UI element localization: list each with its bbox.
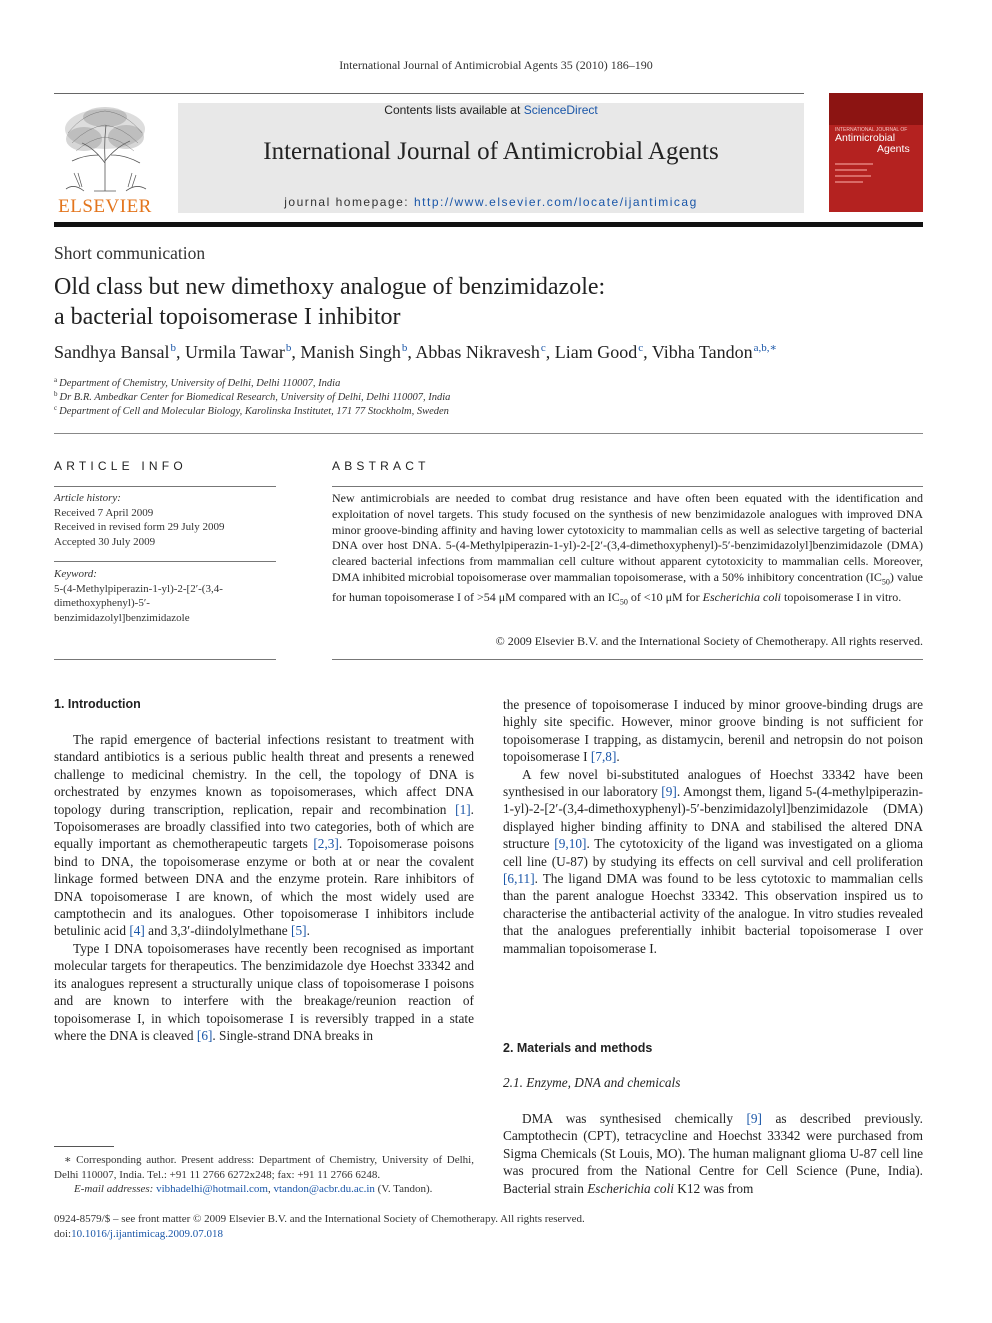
author-name[interactable]: Sandhya Bansal <box>54 342 170 362</box>
citation-link[interactable]: [1] <box>455 801 471 817</box>
body-text: . Amongst them, ligand 5-(4-methylpiperazin-1-yl)-2-[2′-(3,4-dimethoxyphenyl)-5′-benzimidazolyl]benzimidazole (DMA) displayed higher binding affinity to DNA and stabilised the altered DNA structure <box>503 784 923 852</box>
body-text: the presence of topoisomerase I induced by minor groove-binding drugs are highly site specific. However, minor groove binding is not sufficient for topoisomerase I trapping, as distamycin, berenil and netropsin do not poison topoisomerase I <box>503 697 923 765</box>
footnote-emails <box>54 1182 474 1197</box>
footnote-text: Corresponding author. Present address: Department of Chemistry, University of Delhi, Delhi 110007, India. Tel.: +91 11 2766 6272x248; fax: +91 11 2766 6248. <box>54 1154 474 1181</box>
journal-cover-thumbnail[interactable] <box>829 93 923 212</box>
cover-title-line2: Agents <box>877 143 910 155</box>
abstract-text: ) value for human topoisomerase I of >54 μM compared with an IC <box>332 569 923 605</box>
email-label: E-mail addresses: <box>74 1183 157 1195</box>
keyword-line: benzimidazolyl]benzimidazole <box>54 611 190 624</box>
affiliation-mark: a <box>54 376 58 384</box>
organism-name: Escherichia coli <box>587 1180 674 1196</box>
article-title-line2: a bacterial topoisomerase I inhibitor <box>54 304 401 330</box>
divider <box>332 659 923 660</box>
article-history <box>54 491 276 549</box>
contents-prefix: Contents lists available at <box>384 103 524 117</box>
doi-line <box>54 1227 924 1242</box>
paragraph <box>503 696 923 766</box>
body-text: and 3,3′-diindolylmethane <box>144 923 292 939</box>
cover-title-line1: Antimicrobial <box>835 132 896 144</box>
body-text: . Single-strand DNA breaks in <box>212 1027 374 1043</box>
keyword-line: dimethoxyphenyl)-5′- <box>54 597 150 609</box>
email-link[interactable]: vtandon@acbr.du.ac.in <box>273 1183 375 1195</box>
paragraph <box>54 731 474 940</box>
article-title <box>54 272 914 332</box>
top-rule <box>54 93 804 94</box>
keywords <box>54 567 276 625</box>
author-name[interactable]: Manish Singh <box>300 342 401 362</box>
affiliation <box>54 376 340 389</box>
author-separator: , <box>643 342 652 362</box>
abstract-heading: ABSTRACT <box>332 459 430 473</box>
contents-line <box>178 103 804 117</box>
author-affil-mark[interactable]: c <box>638 342 644 354</box>
author-name[interactable]: Abbas Nikravesh <box>415 342 540 362</box>
homepage-label: journal homepage: <box>284 195 414 209</box>
author-separator: , <box>545 342 555 362</box>
sciencedirect-link[interactable]: ScienceDirect <box>523 103 598 117</box>
methods-subheading: 2.1. Enzyme, DNA and chemicals <box>503 1075 681 1090</box>
author-separator: , <box>291 342 301 362</box>
tree-icon <box>54 103 156 193</box>
affiliation <box>54 404 449 417</box>
footnote-rule <box>54 1146 114 1147</box>
body-text: The rapid emergence of bacterial infections resistant to treatment with standard antibiotics is a serious public health threat and presents a renewed challenge to medicinal chemistry. In the cell, the topology of DNA is orchestrated by enzymes known as topoisomerases, which affect DNA topology during transcription, replication, repair and recombination <box>54 732 474 817</box>
footnote-line <box>54 1153 474 1182</box>
cover-line <box>835 169 867 171</box>
header-thick-rule <box>54 222 923 227</box>
right-column-methods <box>503 1110 923 1197</box>
citation-link[interactable]: [5] <box>291 923 307 939</box>
affiliation-text: Dr B.R. Ambedkar Center for Biomedical Research, University of Delhi, Delhi 110007, India <box>59 392 451 403</box>
elsevier-wordmark: ELSEVIER <box>58 196 152 217</box>
author-name[interactable]: Liam Good <box>554 342 638 362</box>
divider <box>332 486 923 487</box>
author-affil-mark[interactable]: b <box>285 342 292 354</box>
keyword-label: Keyword: <box>54 568 97 580</box>
accepted-date: Accepted 30 July 2009 <box>54 535 156 548</box>
subscript: 50 <box>619 597 628 607</box>
author-name[interactable]: Urmila Tawar <box>184 342 285 362</box>
subscript: 50 <box>881 577 890 587</box>
affiliation-mark: b <box>54 390 58 398</box>
body-text: . <box>616 749 620 765</box>
abstract-text: New antimicrobials are needed to combat drug resistance and have often been equated with the identification and exploitation of novel targets. This study focused on the synthesis of new benzimidazole analogues with improved DNA minor groove-binding affinity and having lower cytotoxicity to mammalian cells as well as selective targeting of bacterial DNA over host DNA. 5-(4-Methylpiperazin-1-yl)-2-[2′-(3,4-dimethoxyphenyl)-5′-benzimidazolyl]benzimidazole (DMA) cleared bacterial infections from mammalian cell culture without apparent cytotoxicity to mammalian cells. Moreover, DMA inhibited microbial topoisomerase over mammalian topoisomerase, with a 50% inhibitory concentration (IC <box>332 491 923 584</box>
author-separator: , <box>407 342 416 362</box>
journal-title: International Journal of Antimicrobial Agents <box>263 138 719 165</box>
journal-reference: International Journal of Antimicrobial Agents 35 (2010) 186–190 <box>339 58 653 72</box>
divider <box>54 433 923 434</box>
abstract-text: of <10 μM for <box>627 590 703 605</box>
keyword-line: 5-(4-Methylpiperazin-1-yl)-2-[2′-(3,4- <box>54 582 223 595</box>
body-text: . The cytotoxicity of the ligand was investigated on a glioma cell line (U-87) by studying its effects on cell survival and cell proliferation <box>503 836 923 869</box>
cover-line <box>835 163 873 165</box>
email-separator: , <box>267 1183 274 1195</box>
citation-link[interactable]: [6,11] <box>503 871 535 887</box>
cover-line <box>835 175 871 177</box>
citation-link[interactable]: [7,8] <box>590 749 617 765</box>
citation-link[interactable]: [9,10] <box>554 836 587 852</box>
affiliation-mark: c <box>54 404 58 412</box>
page-footer <box>54 1212 924 1242</box>
author-list <box>54 341 924 363</box>
cover-subtitle: INTERNATIONAL JOURNAL OF <box>835 127 908 133</box>
body-text: . The ligand DMA was found to be less cytotoxic to mammalian cells than the parent analogue Hoechst 33342. This observation inspired us to characterise the antibacterial activity of the analogue. In vitro studies revealed that the analogues preferentially inhibit bacterial topoisomerase I over mammalian topoisomerase I. <box>503 871 923 956</box>
history-label: Article history: <box>54 492 121 504</box>
body-text: Type I DNA topoisomerases have recently been recognised as important molecular targets for therapeutics. The benzimidazole dye Hoechst 33342 and its analogues represent a structurally unique class of topoisomerase I poisons and are known to interfere with the breakage/reunion reaction of topoisomerase I, in which topoisomerase I is reversibly trapped in a state where the DNA is cleaved <box>54 940 474 1043</box>
author-affil-mark[interactable]: c <box>540 342 546 354</box>
introduction-heading: 1. Introduction <box>54 697 141 711</box>
paragraph <box>503 766 923 957</box>
citation-link[interactable]: [2,3] <box>313 836 339 852</box>
affiliation-text: Department of Cell and Molecular Biology, Karolinska Institutet, 171 77 Stockholm, Sweden <box>59 406 449 417</box>
doi-label: doi: <box>54 1228 72 1240</box>
abstract-body <box>332 491 923 610</box>
cover-image <box>829 93 923 125</box>
received-date: Received 7 April 2009 <box>54 506 154 519</box>
citation-link[interactable]: [6] <box>196 1027 213 1043</box>
citation-link[interactable]: [9] <box>746 1111 762 1126</box>
body-text: . <box>306 923 310 939</box>
homepage-line <box>178 195 804 209</box>
affiliation <box>54 390 450 403</box>
author-name[interactable]: Vibha Tandon <box>651 342 753 362</box>
citation-link[interactable]: [9] <box>661 784 677 800</box>
author-affil-mark[interactable]: b <box>170 342 176 354</box>
citation-link[interactable]: [4] <box>129 923 145 939</box>
author-affil-mark[interactable]: b <box>401 342 408 354</box>
paragraph <box>503 1110 923 1197</box>
divider <box>54 561 276 562</box>
email-link[interactable]: vibhadelhi@hotmail.com <box>156 1183 268 1195</box>
article-type: Short communication <box>54 243 206 263</box>
divider <box>54 486 276 487</box>
author-separator: , <box>175 342 185 362</box>
footnote-mark: ∗ <box>64 1154 72 1166</box>
article-info-heading: ARTICLE INFO <box>54 459 187 473</box>
article-title-line1: Old class but new dimethoxy analogue of benzimidazole: <box>54 274 606 300</box>
affiliation-text: Department of Chemistry, University of Delhi, Delhi 110007, India <box>59 378 341 389</box>
divider <box>54 659 276 660</box>
right-column <box>503 696 923 957</box>
author-affil-mark[interactable]: a,b,∗ <box>753 342 778 354</box>
front-matter-line: 0924-8579/$ – see front matter © 2009 Elsevier B.V. and the International Society of Chemotherapy. All rights reserved. <box>54 1213 585 1225</box>
body-text: A few novel bi-substituted analogues of Hoechst 33342 have been synthesised in our laboratory <box>503 766 923 800</box>
elsevier-logo[interactable] <box>54 103 156 215</box>
methods-heading: 2. Materials and methods <box>503 1041 653 1055</box>
abstract-copyright: © 2009 Elsevier B.V. and the International Society of Chemotherapy. All rights reserved. <box>495 634 923 648</box>
body-text: . Topoisomerases are broadly classified into two categories, both of which are equally important as chemotherapeutic targets <box>54 801 474 852</box>
abstract-text: topoisomerase I in vitro. <box>780 590 902 605</box>
body-text: . Topoisomerase poisons bind to DNA, the topoisomerase enzyme or both at or near the covalent linkage formed between DNA and the enzyme protein. Rare inhibitors of DNA topoisomerase I are known, of which the most widely used are camptothecin and its analogues. Other topoisomerase I inhibitors include betulinic acid <box>54 836 474 939</box>
homepage-link[interactable]: http://www.elsevier.com/locate/ijantimicag <box>413 195 698 209</box>
cover-title <box>835 133 910 155</box>
organism-name: Escherichia coli <box>702 590 781 605</box>
email-tail: (V. Tandon). <box>374 1183 433 1195</box>
body-text: K12 was from <box>673 1180 754 1196</box>
body-text: as described previously. Camptothecin (CPT), tetracycline and Hoechst 33342 were purchased from Sigma Chemicals (St Louis, MO). The human malignant glioma U-87 cell line was procured from the National Centre for Cell Science (Pune, India). Bacterial strain <box>503 1111 923 1196</box>
doi-link[interactable]: 10.1016/j.ijantimicag.2009.07.018 <box>71 1228 223 1240</box>
body-text: DMA was synthesised chemically <box>522 1111 747 1126</box>
cover-line <box>835 181 863 183</box>
left-column <box>54 731 474 1044</box>
paragraph <box>54 940 474 1044</box>
corresponding-author-footnote <box>54 1153 474 1197</box>
revised-date: Received in revised form 29 July 2009 <box>54 521 225 533</box>
